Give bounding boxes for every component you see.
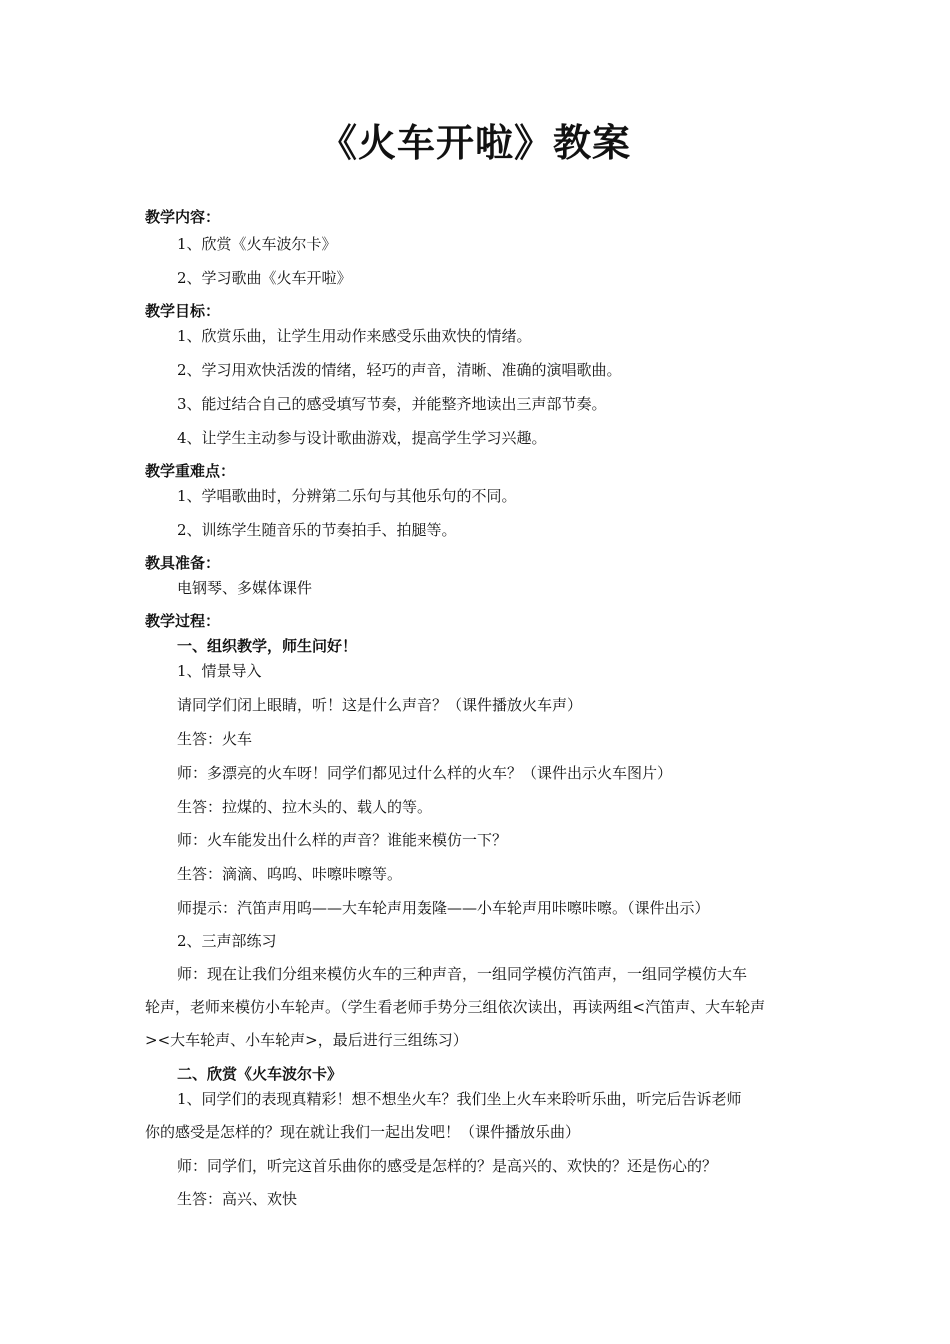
section-1-para-line-2: 轮声，老师来模仿小车轮声。（学生看老师手势分三组依次读出，再读两组<汽笛声、大车轮声	[145, 998, 766, 1016]
goals-item-3: 3、能过结合自己的感受填写节奏，并能整齐地读出三声部节奏。	[177, 395, 607, 413]
section-2-line-2: 生答：高兴、欢快	[177, 1190, 298, 1208]
section-1-sub-1: 1、情景导入	[177, 662, 262, 680]
section-1-title: 一、组织教学，师生问好！	[177, 637, 358, 655]
tools-heading: 教具准备：	[145, 554, 221, 572]
section-2-title: 二、欣赏《火车波尔卡》	[177, 1065, 343, 1083]
section-2-para-line-2: 你的感受是怎样的？现在就让我们一起出发吧！（课件播放乐曲）	[145, 1123, 581, 1141]
section-2-line-1: 师：同学们，听完这首乐曲你的感受是怎样的？是高兴的、欢快的？还是伤心的？	[177, 1157, 718, 1175]
section-1-line-2: 生答：火车	[177, 730, 253, 748]
section-1-sub-2: 2、三声部练习	[177, 932, 277, 950]
tools-item-1: 电钢琴、多媒体课件	[177, 579, 313, 597]
process-heading: 教学过程：	[145, 612, 221, 630]
section-1-para-line-3: ><大车轮声、小车轮声>，最后进行三组练习）	[145, 1031, 468, 1049]
section-1-line-7: 师提示：汽笛声用呜——大车轮声用轰隆——小车轮声用咔嚓咔嚓。（课件出示）	[177, 899, 710, 917]
goals-item-1: 1、欣赏乐曲，让学生用动作来感受乐曲欢快的情绪。	[177, 327, 532, 345]
goals-item-2: 2、学习用欢快活泼的情绪，轻巧的声音，清晰、准确的演唱歌曲。	[177, 361, 622, 379]
section-1-line-5: 师：火车能发出什么样的声音？谁能来模仿一下？	[177, 831, 508, 849]
section-2-para-line-1: 1、同学们的表现真精彩！想不想坐火车？我们坐上火车来聆听乐曲，听完后告诉老师	[177, 1090, 742, 1108]
section-1-para-line-1: 师：现在让我们分组来模仿火车的三种声音，一组同学模仿汽笛声，一组同学模仿大车	[177, 965, 748, 983]
keypoints-heading: 教学重难点：	[145, 462, 236, 480]
page-title: 《火车开啦》教案	[318, 120, 631, 165]
section-1-line-1: 请同学们闭上眼睛，听！这是什么声音？（课件播放火车声）	[177, 696, 583, 714]
section-1-line-3: 师：多漂亮的火车呀！同学们都见过什么样的火车？（课件出示火车图片）	[177, 764, 673, 782]
content-item-1: 1、欣赏《火车波尔卡》	[177, 235, 337, 253]
keypoints-item-2: 2、训练学生随音乐的节奏拍手、拍腿等。	[177, 521, 457, 539]
goals-heading: 教学目标：	[145, 302, 221, 320]
section-1-line-4: 生答：拉煤的、拉木头的、载人的等。	[177, 798, 433, 816]
content-item-2: 2、学习歌曲《火车开啦》	[177, 269, 352, 287]
keypoints-item-1: 1、学唱歌曲时，分辨第二乐句与其他乐句的不同。	[177, 487, 517, 505]
section-1-line-6: 生答：滴滴、呜呜、咔嚓咔嚓等。	[177, 865, 403, 883]
goals-item-4: 4、让学生主动参与设计歌曲游戏，提高学生学习兴趣。	[177, 429, 547, 447]
content-heading: 教学内容：	[145, 208, 221, 226]
